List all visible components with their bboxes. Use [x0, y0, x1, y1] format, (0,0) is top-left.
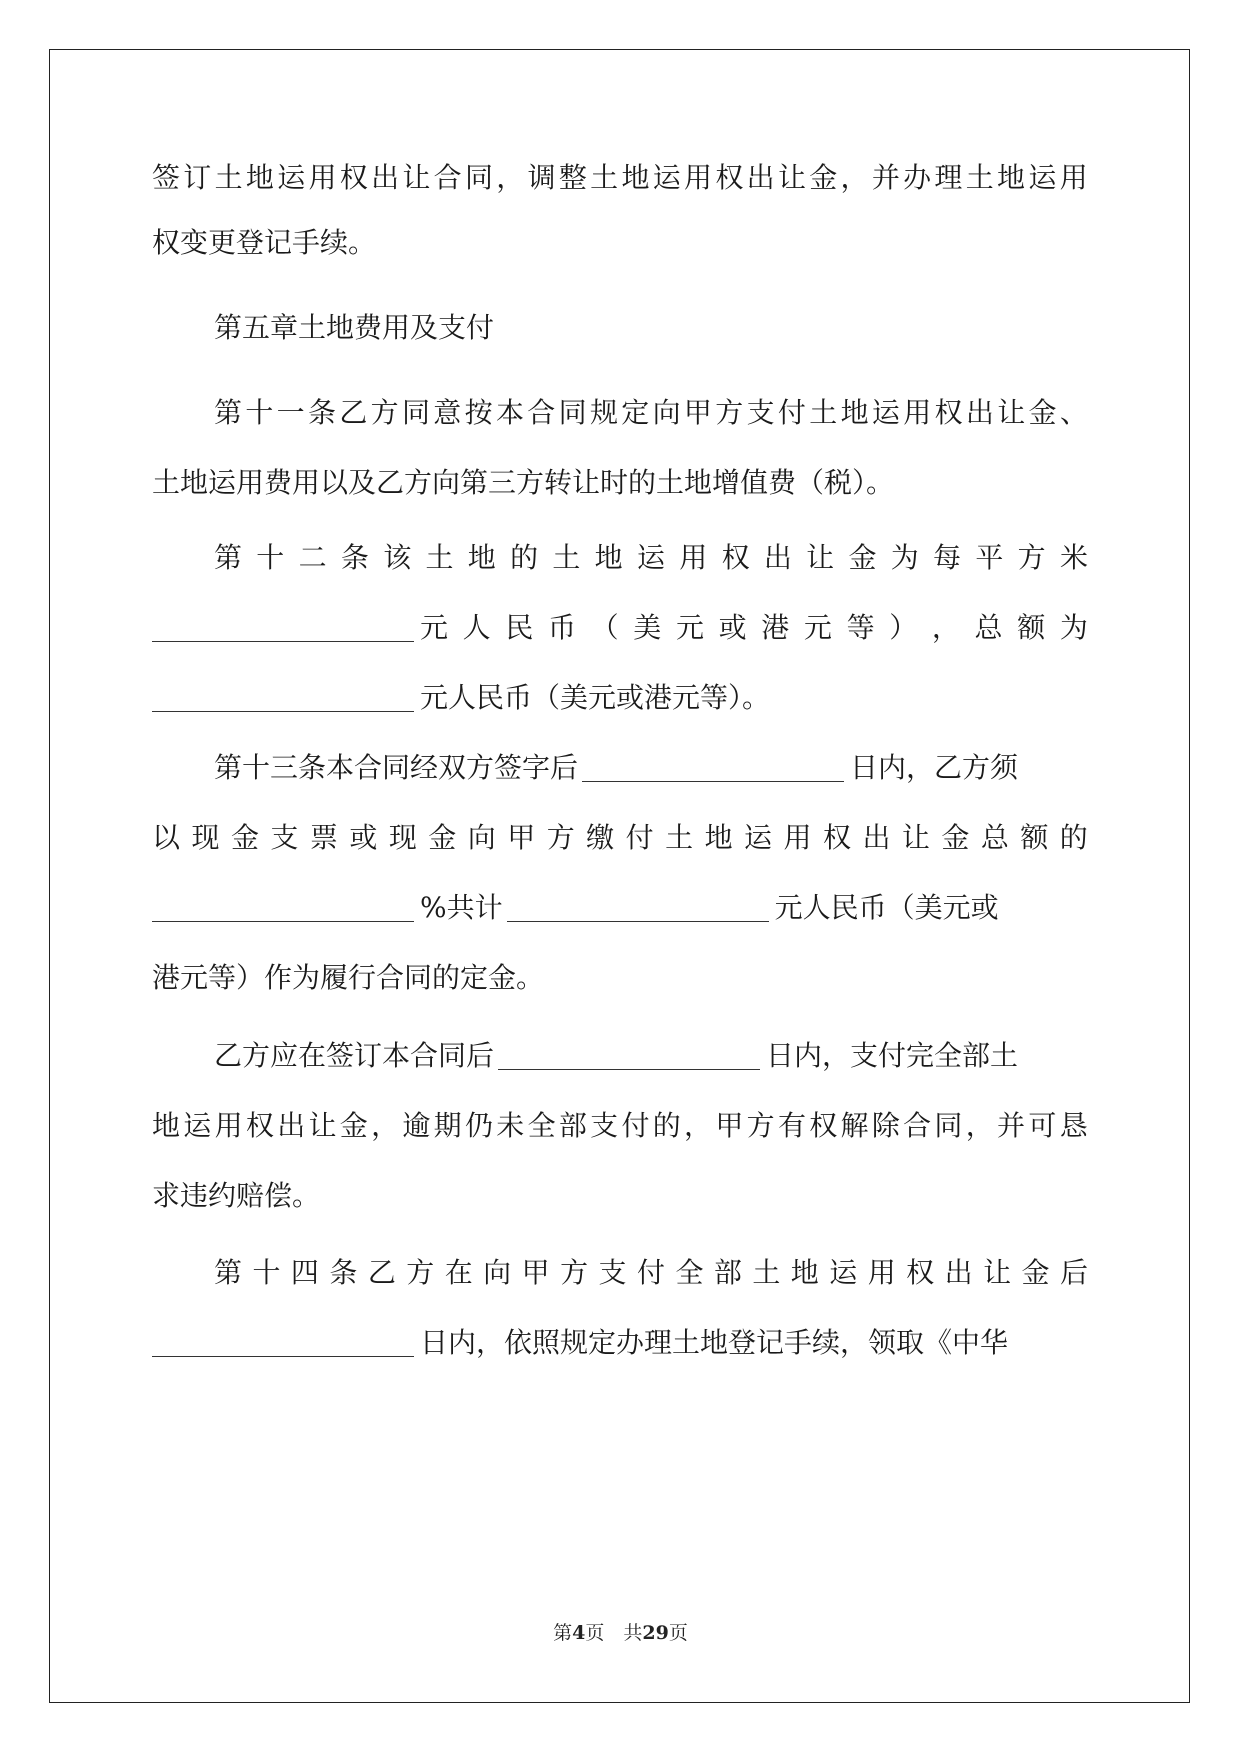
text-char: 并	[997, 1109, 1026, 1142]
text-char: 意	[433, 396, 462, 429]
text-char: 同	[558, 396, 587, 429]
text-char: 条	[307, 396, 336, 429]
text-char: 定	[621, 396, 650, 429]
text-char: 有	[777, 1109, 806, 1142]
text-char: 元	[803, 611, 832, 644]
text-char: 甲	[507, 821, 536, 854]
text-char: 同	[464, 161, 493, 194]
text-char: 向	[652, 396, 681, 429]
text-char: 运	[1028, 161, 1057, 194]
text-char: 土	[425, 541, 454, 574]
page-border	[49, 49, 1190, 1703]
text-char: 金	[1021, 1256, 1050, 1289]
text-char: 向	[483, 1256, 512, 1289]
text-char: ，	[371, 1109, 400, 1142]
chapter-heading: 第五章土地费用及支付	[214, 311, 495, 344]
text-char: 出	[965, 396, 994, 429]
text-char: 第	[214, 1256, 243, 1289]
text-char: ，	[684, 1109, 713, 1142]
text-char: 理	[934, 161, 963, 194]
text-char: 土	[214, 161, 243, 194]
text-char: 、	[1059, 396, 1088, 429]
text-char: 可	[1028, 1109, 1057, 1142]
article-13-line-4: 港元等）作为履行合同的定金。	[152, 961, 545, 994]
text-char: 后	[1059, 1256, 1088, 1289]
text-char: 乙	[367, 1256, 396, 1289]
text-char: 出	[746, 161, 775, 194]
text-char: 方	[1017, 541, 1046, 574]
text-char: 民	[505, 611, 534, 644]
text-char: 权	[715, 161, 744, 194]
text-char: 付	[625, 821, 654, 854]
text-char: 的	[510, 541, 539, 574]
text-char: 港	[761, 611, 790, 644]
text-char: 合	[433, 161, 462, 194]
text-char: 仍	[464, 1109, 493, 1142]
text-char: 权	[245, 1109, 274, 1142]
text-char: 十	[256, 541, 285, 574]
text-char: 为	[890, 541, 919, 574]
text-char: 支	[598, 1256, 627, 1289]
text-char: 缴	[586, 821, 615, 854]
text-char: 用	[684, 161, 713, 194]
text-char: 让	[308, 1109, 337, 1142]
text-char: 用	[783, 821, 812, 854]
text-char: 部	[713, 1256, 742, 1289]
text-char: 土	[752, 1256, 781, 1289]
text-char: 地	[594, 541, 623, 574]
text-char: 订	[183, 161, 212, 194]
text-char: 甲	[715, 1109, 744, 1142]
text-char: 用	[1059, 161, 1088, 194]
text-char: 用	[903, 396, 932, 429]
text-char: 运	[744, 821, 773, 854]
text-char: 每	[933, 541, 962, 574]
text-char: 为	[1059, 611, 1088, 644]
text-char: 地	[997, 161, 1026, 194]
payment-line-3: 求违约赔偿。	[152, 1179, 321, 1212]
blank-registration-days[interactable]	[152, 1355, 414, 1357]
text-char: 总	[980, 821, 1009, 854]
text-char: 平	[975, 541, 1004, 574]
text-char: ，	[931, 611, 960, 644]
text-char: 权	[339, 161, 368, 194]
text-char: ，	[965, 1109, 994, 1142]
text-char: 出	[277, 1109, 306, 1142]
text-char: 未	[496, 1109, 525, 1142]
text-char: 元	[675, 611, 704, 644]
text-char: 甲	[683, 396, 712, 429]
text-char: 运	[871, 396, 900, 429]
text-char: 并	[871, 161, 900, 194]
text-char: 该	[383, 541, 412, 574]
text-char: 出	[763, 541, 792, 574]
text-char: 十	[245, 396, 274, 429]
article-13-line-3: %共计 元人民币（美元或	[152, 884, 1088, 932]
text-char: 第	[214, 541, 243, 574]
text-char: 条	[340, 541, 369, 574]
text-char: 地	[245, 161, 274, 194]
text-char: 运	[652, 161, 681, 194]
article-13-line-1: 第十三条本合同经双方签字后 日内，乙方须	[214, 751, 1019, 784]
text-char: 额	[1020, 821, 1049, 854]
text-char: 现	[191, 821, 220, 854]
text-char: 付	[621, 1109, 650, 1142]
text-char: 让	[997, 396, 1026, 429]
text-char: 土	[552, 541, 581, 574]
text-char: 用	[308, 161, 337, 194]
text-char: 权	[721, 541, 750, 574]
text-char: 支	[590, 1109, 619, 1142]
text-char: 部	[558, 1109, 587, 1142]
payment-line-1: 乙方应在签订本合同后 日内，支付完全部土	[214, 1039, 1019, 1072]
text-char: 金	[848, 541, 877, 574]
text-char: 二	[298, 541, 327, 574]
text-char: 或	[718, 611, 747, 644]
article-11-line-2: 土地运用费用以及乙方向第三方转让时的土地增值费（税）。	[152, 466, 895, 499]
text-char: 四	[290, 1256, 319, 1289]
text-char: 条	[329, 1256, 358, 1289]
text-char: 地	[840, 396, 869, 429]
text-char: 土	[665, 821, 694, 854]
text-char: 出	[862, 821, 891, 854]
text-char: 规	[589, 396, 618, 429]
text-char: 的	[652, 1109, 681, 1142]
text-char: （	[590, 611, 619, 644]
text-char: 出	[371, 161, 400, 194]
text-char: 地	[790, 1256, 819, 1289]
text-char: 解	[840, 1109, 869, 1142]
text-char: 土	[809, 396, 838, 429]
text-char: 金	[230, 821, 259, 854]
text-char: 权	[906, 1256, 935, 1289]
text-char: 人	[462, 611, 491, 644]
article-12-line-2-text	[420, 604, 1088, 652]
text-char: 全	[675, 1256, 704, 1289]
text-char: 现	[388, 821, 417, 854]
paragraph-line-2: 权变更登记手续。	[152, 226, 377, 259]
text-char: 逾	[402, 1109, 431, 1142]
text-char: 金	[428, 821, 457, 854]
text-char: 出	[944, 1256, 973, 1289]
text-char: 地	[704, 821, 733, 854]
text-char: 权	[934, 396, 963, 429]
text-char: 方	[746, 1109, 775, 1142]
text-char: 运	[183, 1109, 212, 1142]
text-char: ，	[496, 161, 525, 194]
article-11-line-1	[152, 389, 1088, 437]
text-char: 地	[467, 541, 496, 574]
text-char: 签	[152, 161, 181, 194]
text-char: 美	[633, 611, 662, 644]
text-char: ）	[889, 611, 918, 644]
text-char: 票	[309, 821, 338, 854]
text-char: 合	[527, 396, 556, 429]
text-char: 让	[777, 161, 806, 194]
blank-price-per-sqm[interactable]	[152, 640, 414, 642]
text-char: 支	[746, 396, 775, 429]
text-char: 乙	[339, 396, 368, 429]
text-char: 除	[871, 1109, 900, 1142]
text-char: 同	[401, 396, 430, 429]
text-char: 总	[974, 611, 1003, 644]
text-char: 在	[444, 1256, 473, 1289]
text-char: 期	[433, 1109, 462, 1142]
article-14-line-2: 日内，依照规定办理土地登记手续，领取《中华	[152, 1319, 1088, 1367]
text-char: 运	[636, 541, 665, 574]
blank-deposit-percent[interactable]	[152, 920, 414, 922]
paragraph-line-1	[152, 154, 1088, 202]
blank-deposit-days[interactable]	[582, 780, 844, 782]
text-char: 付	[636, 1256, 665, 1289]
text-char: 或	[349, 821, 378, 854]
text-char: 权	[822, 821, 851, 854]
article-12-line-3: 元人民币（美元或港元等）。	[152, 674, 1088, 722]
text-char: 恳	[1059, 1109, 1088, 1142]
article-12-line-2	[152, 604, 1088, 652]
text-char: 元	[420, 611, 449, 644]
text-char: 等	[846, 611, 875, 644]
text-char: 让	[402, 161, 431, 194]
text-char: 按	[464, 396, 493, 429]
text-char: 第	[214, 396, 243, 429]
text-char: 本	[495, 396, 524, 429]
text-char: 土	[965, 161, 994, 194]
text-char: 同	[934, 1109, 963, 1142]
text-char: 的	[1059, 821, 1088, 854]
text-char: 合	[903, 1109, 932, 1142]
text-char: 米	[1059, 541, 1088, 574]
text-char: 方	[406, 1256, 435, 1289]
text-char: 付	[777, 396, 806, 429]
text-char: 方	[715, 396, 744, 429]
text-char: 方	[370, 396, 399, 429]
text-char: 方	[560, 1256, 589, 1289]
article-13-line-2	[152, 814, 1088, 862]
text-char: 用	[214, 1109, 243, 1142]
text-char: 以	[152, 821, 181, 854]
text-char: 用	[867, 1256, 896, 1289]
text-char: 甲	[521, 1256, 550, 1289]
text-char: 运	[277, 161, 306, 194]
text-char: 办	[903, 161, 932, 194]
text-char: 金	[809, 161, 838, 194]
text-char: ，	[840, 161, 869, 194]
text-char: 金	[1028, 396, 1057, 429]
text-char: 整	[558, 161, 587, 194]
text-char: 让	[806, 541, 835, 574]
text-char: 全	[527, 1109, 556, 1142]
text-char: 支	[270, 821, 299, 854]
article-14-line-1	[152, 1249, 1088, 1297]
text-char: 地	[152, 1109, 181, 1142]
text-char: 让	[901, 821, 930, 854]
text-char: 额	[1017, 611, 1046, 644]
blank-payment-days[interactable]	[498, 1068, 760, 1070]
text-char: 向	[467, 821, 496, 854]
text-char: 一	[276, 396, 305, 429]
text-char: 金	[941, 821, 970, 854]
text-char: 金	[339, 1109, 368, 1142]
text-char: 地	[621, 161, 650, 194]
page-number-footer: 第4页 共29页	[553, 1622, 688, 1644]
text-char: 运	[829, 1256, 858, 1289]
text-char: 币	[547, 611, 576, 644]
text-char: 调	[527, 161, 556, 194]
payment-line-2	[152, 1102, 1088, 1150]
text-char: 权	[809, 1109, 838, 1142]
article-12-line-1	[152, 534, 1088, 582]
text-char: 方	[546, 821, 575, 854]
blank-total-amount[interactable]	[152, 710, 414, 712]
text-char: 用	[679, 541, 708, 574]
text-char: 让	[983, 1256, 1012, 1289]
text-char: 土	[590, 161, 619, 194]
text-char: 十	[252, 1256, 281, 1289]
blank-deposit-amount[interactable]	[507, 920, 769, 922]
